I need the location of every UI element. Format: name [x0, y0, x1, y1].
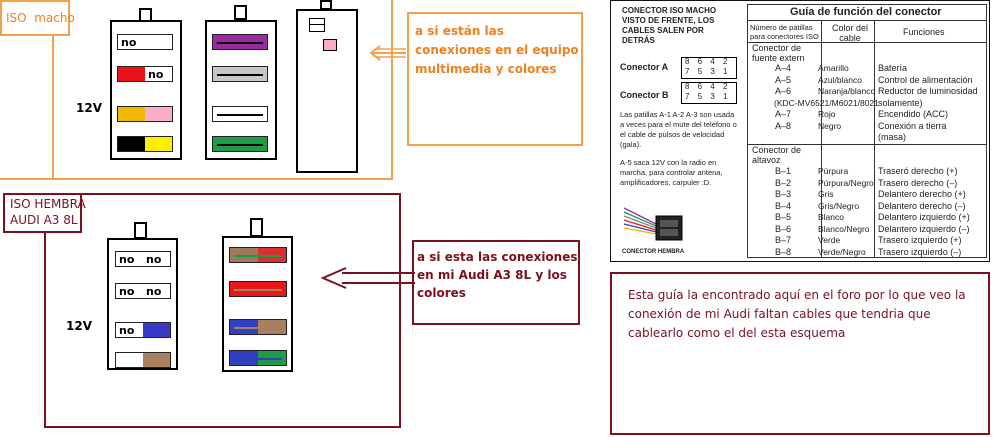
- function-table-title: Guía de función del conector: [790, 6, 942, 18]
- table-cell-pin: A–5: [775, 74, 792, 85]
- reference-para2: A-5 saca 12V con la radio en marcha, para controlar antena, amplificadores, carpuler :D.: [620, 158, 723, 187]
- pin-right-half: [145, 35, 172, 49]
- table-cell-color: (KDC-MV6521/M6021/8021: [774, 97, 879, 108]
- table-cell-func: Delantero izquierdo (–): [878, 223, 970, 234]
- table-cell-color: Negro: [818, 120, 842, 131]
- table-cell-func: Delantero izquierdo (+): [878, 212, 970, 222]
- table-cell-color: Blanco/Negro: [818, 223, 870, 234]
- connector-pin: [117, 136, 173, 152]
- function-table-col1: Número de patillas para conectores ISO: [750, 23, 819, 41]
- table-cell-func: Reductor de luminosidad: [878, 86, 978, 96]
- table-cell-func: solamente): [878, 97, 923, 108]
- table-cell-func: Conexión a tierra: [878, 120, 947, 131]
- hembra-connector-right-tab: [250, 218, 263, 237]
- macho-connector-tall-tab: [320, 0, 332, 10]
- pin-right-half: [143, 353, 170, 367]
- table-cell-func: Trasero derecho (–): [878, 177, 958, 188]
- pin-right-half: [145, 107, 172, 121]
- table-cell-color: Púrpura/Negro: [818, 177, 874, 188]
- table-cell-func: Batería: [878, 63, 908, 73]
- pin-wire-stripe: [217, 42, 263, 44]
- connector-hembra-caption: CONECTOR HEMBRA: [622, 249, 685, 255]
- note-bottom-text: a si esta las conexiones en mi Audi A3 8L y los colores: [417, 250, 578, 300]
- pin-wire-stripe: [217, 144, 263, 146]
- iso-macho-title: ISO macho: [6, 11, 75, 25]
- macho-connector-tall-slot: [309, 18, 325, 32]
- connector-pin: [117, 66, 173, 82]
- table-cell-func: Trasero izquierdo (–): [878, 246, 962, 257]
- table-cell-pin: A–6: [775, 86, 792, 96]
- pin-left-text: no: [119, 324, 135, 337]
- table-cell-pin: B–6: [775, 223, 792, 234]
- function-table-group1: Conector de fuente extern: [752, 43, 805, 63]
- connector-pin: [212, 136, 268, 152]
- pin-right-half: [143, 323, 170, 337]
- table-cell-func: Encendido (ACC): [878, 109, 949, 119]
- macho-connector-tall-slot-line: [309, 24, 325, 25]
- hembra-12v-label: 12V: [66, 319, 92, 333]
- table-cell-color: Gris/Negro: [818, 200, 860, 211]
- comment-text: Esta guía la encontrado aquí en el foro por lo que veo la conexión de mi Audi faltan cables que tendria que cablearlo como el del esta esquema: [628, 288, 966, 340]
- table-cell-color: Verde: [818, 235, 841, 245]
- pin-left-half: [116, 252, 143, 266]
- table-cell-pin: B–4: [775, 200, 792, 211]
- connector-pin: [229, 247, 287, 263]
- pin-left-text: no: [119, 253, 135, 266]
- function-table-group2: Conector de altavoz: [752, 145, 802, 165]
- pin-right-text: no: [146, 253, 162, 266]
- macho-12v-label: 12V: [76, 101, 102, 115]
- macho-connector-right-tab: [234, 5, 247, 20]
- macho-connector-tall: [296, 9, 358, 173]
- dark-red-arrow-icon: [320, 266, 416, 290]
- note-top-text: a si están las conexiones en el equipo multimedia y colores: [415, 24, 579, 76]
- function-table-title-rule: [747, 20, 987, 21]
- connector-pin: [212, 106, 268, 122]
- function-table-vrule1: [821, 20, 822, 258]
- table-cell-color: Amarillo: [818, 63, 849, 73]
- function-table-col2: Color del cable: [831, 23, 869, 43]
- pin-left-half: [118, 35, 145, 49]
- connector-a-row2: 7 5 3 1: [685, 67, 731, 76]
- connector-pin: [229, 281, 287, 297]
- connector-pin: [229, 319, 287, 335]
- table-cell-func: Delantero derecho (–): [878, 200, 966, 211]
- connector-pin: [115, 283, 171, 299]
- connector-a-row1: 8 6 4 2: [685, 57, 731, 66]
- connector-b-row1: 8 6 4 2: [685, 82, 731, 91]
- table-cell-color: Gris: [818, 189, 834, 199]
- pin-right-half: [145, 137, 172, 151]
- connector-heading: CONECTOR ISO MACHO VISTO DE FRENTE, LOS CABLES SALEN POR DETRÁS: [622, 6, 717, 45]
- table-cell-color: Blanco: [818, 212, 844, 222]
- pin-right-half: [143, 284, 170, 298]
- pin-left-half: [116, 323, 143, 337]
- pin-left-half: [118, 107, 145, 121]
- connector-pin: [212, 66, 268, 82]
- pin-right-half: [145, 67, 172, 81]
- table-cell-pin: B–5: [775, 212, 792, 222]
- connector-a-label: Conector A: [620, 62, 669, 72]
- connector-b-label: Conector B: [620, 90, 669, 100]
- pin-wire-stripe: [234, 358, 282, 360]
- pin-wire-stripe: [234, 255, 282, 257]
- pin-wire-stripe: [217, 74, 263, 76]
- pin-wire-stripe: [234, 327, 282, 329]
- table-cell-pin: B–8: [775, 246, 792, 257]
- iso-hembra-title-line2: AUDI A3 8L: [10, 213, 78, 227]
- table-cell-func: Traseró derecho (+): [878, 166, 958, 176]
- table-cell-func: Delantero derecho (+): [878, 189, 966, 199]
- macho-connector-left-tab: [139, 8, 152, 22]
- table-cell-color: Rojo: [818, 109, 836, 119]
- table-cell-func: Trasero izquierdo (+): [878, 235, 962, 245]
- pin-left-text: no: [121, 36, 137, 49]
- function-table-vrule2: [874, 20, 875, 258]
- iso-hembra-title-line1: ISO HEMBRA: [10, 197, 86, 211]
- function-table-col3: Funciones: [903, 27, 945, 37]
- pin-left-text: no: [119, 285, 135, 298]
- reference-para1: Las patillas A-1 A-2 A-3 son usada a veces para el mute del teléfono o el cable de pulsos de velocidad (gala).: [620, 110, 737, 149]
- table-cell-pin: B–3: [775, 189, 792, 199]
- table-cell-pin: B–7: [775, 235, 792, 245]
- table-cell-pin: A–8: [775, 120, 792, 131]
- table-cell-color: Púrpura: [818, 166, 849, 176]
- table-cell-pin: A–4: [775, 63, 792, 73]
- pin-right-text: no: [146, 285, 162, 298]
- pin-right-text: no: [148, 68, 164, 81]
- connector-b-row2: 7 5 3 1: [685, 92, 731, 101]
- table-cell-color: Azul/blanco: [818, 74, 862, 85]
- table-cell-func: Control de alimentación: [878, 74, 973, 85]
- connector-pin: [117, 34, 173, 50]
- connector-pin: [212, 34, 268, 50]
- pin-left-half: [118, 137, 145, 151]
- pin-wire-stripe: [234, 289, 282, 291]
- pin-wire-stripe: [217, 114, 263, 116]
- macho-connector-tall-pink-slot: [323, 39, 337, 51]
- connector-hembra-illustration: [620, 198, 692, 248]
- pin-left-half: [118, 67, 145, 81]
- pin-left-half: [116, 353, 143, 367]
- pin-right-half: [143, 252, 170, 266]
- table-cell-color: Naranja/blanco: [818, 86, 876, 96]
- connector-pin: [115, 322, 171, 338]
- connector-pin: [115, 352, 171, 368]
- table-cell-pin: B–1: [775, 166, 792, 176]
- table-cell-pin: B–2: [775, 177, 792, 188]
- connector-pin: [229, 350, 287, 366]
- table-cell-func: (masa): [878, 132, 907, 142]
- table-cell-color: Verde/Negro: [818, 246, 866, 257]
- pin-left-half: [116, 284, 143, 298]
- connector-pin: [115, 251, 171, 267]
- table-cell-pin: A–7: [775, 109, 792, 119]
- connector-pin: [117, 106, 173, 122]
- orange-arrow-icon: [368, 44, 408, 62]
- hembra-connector-left-tab: [134, 222, 147, 239]
